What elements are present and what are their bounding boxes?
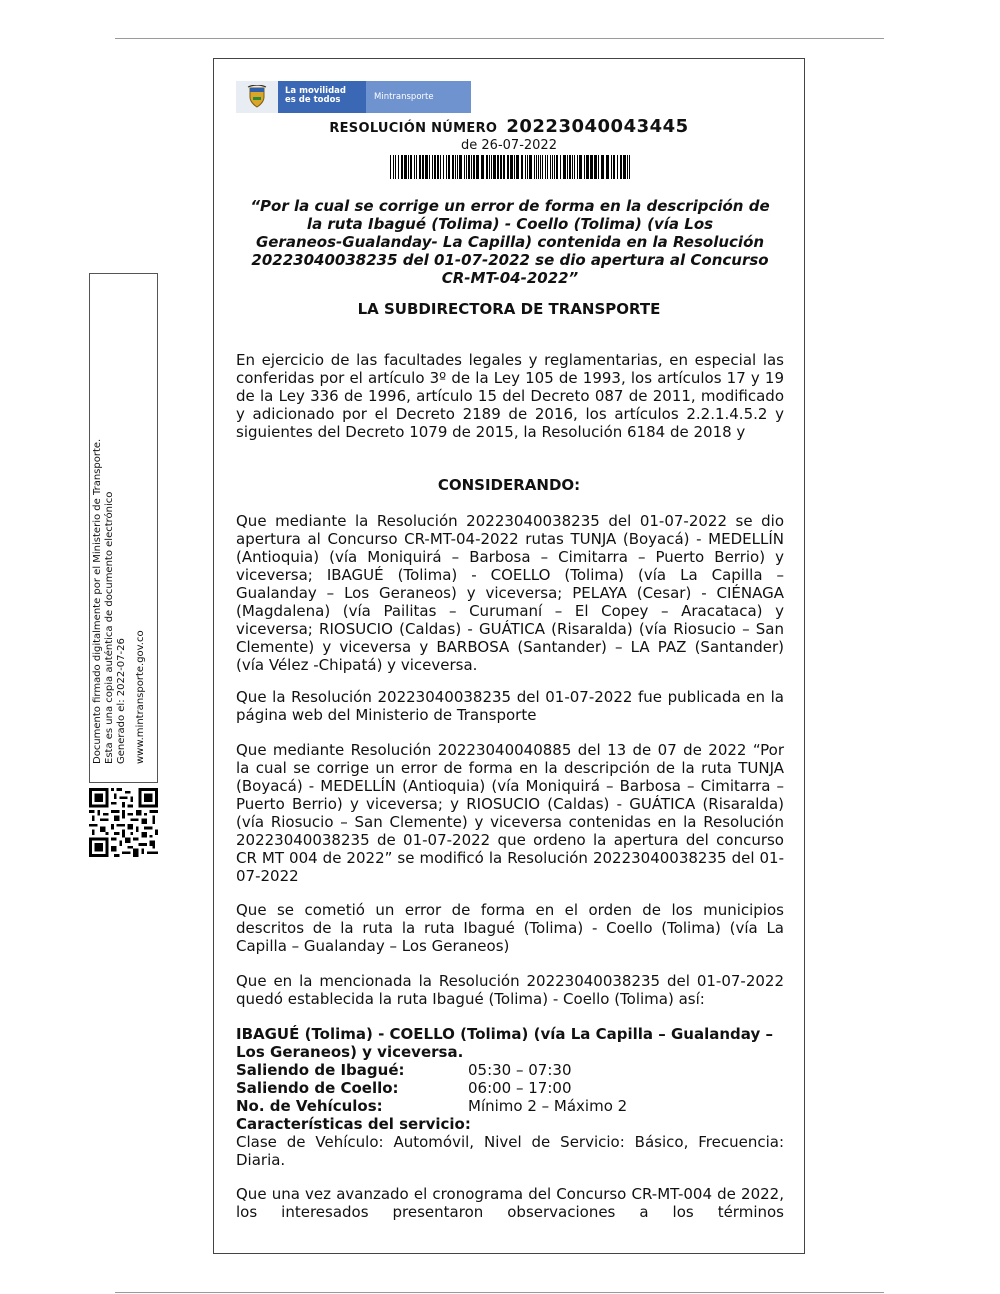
paragraph-5: Que en la mencionada la Resolución 20223040038235 del 01-07-2022 quedó establecida la ruta Ibagué (Tolima) - Coello (Tolima) así: [236, 972, 784, 1008]
resolution-title [242, 197, 778, 287]
document-page [213, 58, 805, 1254]
route-name: IBAGUÉ (Tolima) - COELLO (Tolima) (vía La Capilla – Gualanday – Los Geraneos) y viceversa. [236, 1025, 773, 1061]
resolution-heading [214, 116, 804, 137]
logo-brand: Mintransporte [366, 81, 471, 113]
route-row-vehicles: No. de Vehículos: Mínimo 2 – Máximo 2 [236, 1097, 628, 1115]
title-line: Geraneos-Gualanday- La Capilla) contenida en la Resolución [255, 233, 765, 251]
route-row-ibague: Saliendo de Ibagué: 05:30 – 07:30 [236, 1061, 572, 1079]
stamp-line-2: Esta es una copia auténtica de documento electrónico [104, 491, 115, 764]
route-row-coello: Saliendo de Coello: 06:00 – 17:00 [236, 1079, 572, 1097]
stamp-text [92, 274, 128, 764]
title-line: CR-MT-04-2022” [441, 269, 579, 287]
qr-code-icon [89, 788, 158, 857]
top-rule [115, 38, 884, 39]
paragraph-3: Que mediante Resolución 20223040040885 del 13 de 07 de 2022 “Por la cual se corrige un error de forma en la descripción de la ruta TUNJA (Boyacá) - MEDELLÍN (Antioquia) (vía Moniquirá – Barbosa – Cimitarra – Puerto Berrio) y viceversa; y RIOSUCIO (Caldas) - GUÁTICA (Risaralda) (vía Riosucio – San Clemente) y viceversa contenidas en la Resolución 20223040038235 de 01-07-2022 que ordeno la apertura del concurso CR MT 004 de 2022” se modificó la Resolución 20223040038235 del 01-07-2022 [236, 741, 784, 885]
title-line: “Por la cual se corrige un error de forma en la descripción de [250, 197, 770, 215]
resolution-label: RESOLUCIÓN NÚMERO [329, 121, 498, 136]
barcode-icon [390, 155, 630, 179]
colombia-coat-of-arms-icon [236, 81, 278, 113]
logo-slogan: La movilidad es de todos [278, 81, 366, 113]
paragraph-2: Que la Resolución 20223040038235 del 01-07-2022 fue publicada en la página web del Ministerio de Transporte [236, 688, 784, 724]
resolution-number: 20223040043445 [506, 116, 689, 137]
digital-signature-stamp [89, 273, 158, 783]
stamp-line-1: Documento firmado digitalmente por el Ministerio de Transporte. [92, 438, 103, 764]
bottom-rule [115, 1292, 884, 1293]
route-features-value: Clase de Vehículo: Automóvil, Nivel de Servicio: Básico, Frecuencia: Diaria. [236, 1133, 784, 1169]
stamp-url[interactable]: www.mintransporte.gov.co [135, 630, 146, 764]
route-features-label: Características del servicio: [236, 1115, 471, 1133]
authority-heading: LA SUBDIRECTORA DE TRANSPORTE [357, 300, 661, 318]
stamp-line-3: Generado el: 2022-07-26 [116, 638, 127, 764]
paragraph-4: Que se cometió un error de forma en el orden de los municipios descritos de la ruta la ruta Ibagué (Tolima) - Coello (Tolima) (vía La Capilla – Gualanday – Los Geraneos) [236, 901, 784, 955]
paragraph-1: Que mediante la Resolución 20223040038235 del 01-07-2022 se dio apertura al Concurso CR-MT-04-2022 rutas TUNJA (Boyacá) - MEDELLÍN (Antioquia) (vía Moniquirá – Barbosa – Cimitarra – Puerto Berrio) y viceversa; IBAGUÉ (Tolima) - COELLO (Tolima) (vía La Capilla – Gualanday – Los Geraneos) y viceversa; PELAYA (Cesar) - CIÉNAGA (Magdalena) (vía Pailitas – Curumaní – El Copey – Aracataca) y viceversa; RIOSUCIO (Caldas) - GUÁTICA (Risaralda) (vía Riosucio – San Clemente) y viceversa y BARBOSA (Santander) – LA PAZ (Santander) (vía Vélez -Chipatá) y viceversa. [236, 512, 784, 674]
resolution-date: de 26-07-2022 [461, 138, 557, 153]
mintransporte-logo [236, 81, 471, 113]
considering-heading: CONSIDERANDO: [437, 476, 581, 494]
intro-paragraph: En ejercicio de las facultades legales y reglamentarias, en especial las conferidas por el artículo 3º de la Ley 105 de 1993, los artículos 17 y 19 de la Ley 336 de 1996, artículo 15 del Decreto 087 de 2011, modificado y adicionado por el Decreto 2189 de 2016, los artículos 2.2.1.4.5.2 y siguientes del Decreto 1079 de 2015, la Resolución 6184 de 2018 y [236, 351, 784, 441]
paragraph-6: Que una vez avanzado el cronograma del Concurso CR-MT-004 de 2022, los interesados presentaron observaciones a los términos [236, 1185, 784, 1221]
title-line: la ruta Ibagué (Tolima) - Coello (Tolima) (vía Los [306, 215, 714, 233]
route-details [236, 1025, 784, 1169]
title-line: 20223040038235 del 01-07-2022 se dio apertura al Concurso [251, 251, 769, 269]
